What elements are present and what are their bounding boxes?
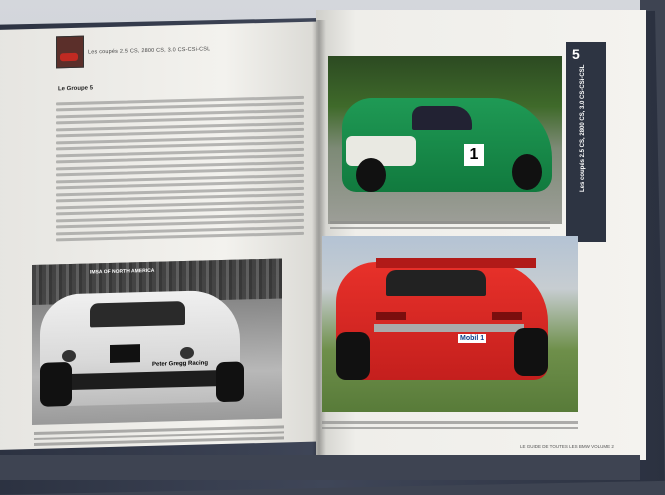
body-text xyxy=(56,92,304,268)
photo-sponsor: Peter Gregg Racing xyxy=(152,360,209,368)
section-title: Le Groupe 5 xyxy=(58,85,94,93)
thumbnail-image xyxy=(56,36,84,69)
red-car-photo xyxy=(322,236,578,412)
green-photo-caption xyxy=(330,218,550,232)
chapter-number: 5 xyxy=(572,46,580,62)
photo-banner: IMSA OF NORTH AMERICA xyxy=(90,267,155,276)
chapter-tab xyxy=(566,42,606,242)
table-edge xyxy=(0,455,640,480)
bmw-csl-red xyxy=(336,262,548,380)
bmw-csl-green xyxy=(342,98,552,192)
right-footer: LE GUIDE DE TOUTES LES BMW VOLUME 2 xyxy=(520,444,614,449)
race-number: 1 xyxy=(464,144,484,166)
bmw-csl-bw xyxy=(40,290,240,407)
left-page xyxy=(0,21,324,450)
bw-race-photo xyxy=(32,258,282,425)
red-car-sponsor: Mobil 1 xyxy=(460,335,485,342)
red-photo-caption xyxy=(322,418,578,432)
green-car-photo xyxy=(328,56,562,224)
running-head: Les coupés 2.5 CS, 2800 CS, 3.0 CS-CSi-CSL xyxy=(88,46,211,56)
chapter-tab-text: Les coupés 2.5 CS, 2800 CS, 3.0 CS-CSi-CSL xyxy=(580,64,586,192)
